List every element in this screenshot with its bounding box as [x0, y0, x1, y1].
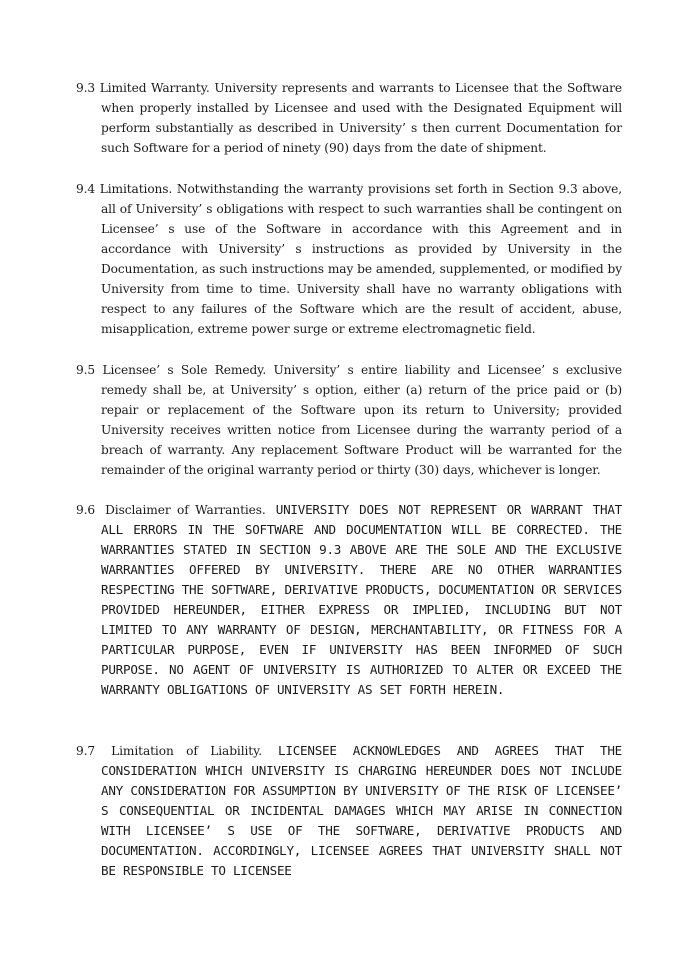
clause-number: 9.7	[76, 744, 96, 758]
clause-heading: Limitations.	[99, 182, 173, 196]
clause-heading: Limitation of Liability.	[111, 744, 263, 758]
clause-number: 9.3	[76, 81, 96, 95]
clause-heading: Licensee’ s Sole Remedy.	[102, 363, 267, 377]
clause-number: 9.4	[76, 182, 96, 196]
clause-9-4	[76, 179, 622, 339]
clause-number: 9.5	[76, 363, 96, 377]
clause-text: UNIVERSITY DOES NOT REPRESENT OR WARRANT THAT ALL ERRORS IN THE SOFTWARE AND DOCUMENTATION WILL BE CORRECTED. THE WARRANTIES STATED IN SECTION 9.3 ABOVE ARE THE SOLE AND THE EXCLUSIVE WARRANTIES OFFERED BY UNIVERSITY. THERE ARE NO OTHER WARRANTIES RESPECTING THE SOFTWARE, DERIVATIVE PRODUCTS, DOCUMENTATION OR SERVICES PROVIDED HEREUNDER, EITHER EXPRESS OR IMPLIED, INCLUDING BUT NOT LIMITED TO ANY WARRANTY OF DESIGN, MERCHANTABILITY, OR FITNESS FOR A PARTICULAR PURPOSE, EVEN IF UNIVERSITY HAS BEEN INFORMED OF SUCH PURPOSE. NO AGENT OF UNIVERSITY IS AUTHORIZED TO ALTER OR EXCEED THE WARRANTY OBLIGATIONS OF UNIVERSITY AS SET FORTH HEREIN.	[101, 502, 622, 697]
clause-9-6	[76, 500, 622, 700]
clause-text: Notwithstanding the warranty provisions set forth in Section 9.3 above, all of University’ s obligations with respect to such warranties shall be contingent on Licensee’ s use of the Software in accordance with this Agreement and in accordance with University’ s instructions as provided by University in the Documentation, as such instructions may be amended, supplemented, or modified by University from time to time. University shall have no warranty obligations with respect to any failures of the Software which are the result of accident, abuse, misapplication, extreme power surge or extreme electromagnetic field.	[101, 182, 623, 336]
clause-heading: Limited Warranty.	[99, 81, 210, 95]
clause-9-5	[76, 360, 622, 480]
clause-text: University represents and warrants to Licensee that the Software when properly installed by Licensee and used with the Designated Equipment will perform substantially as described in University’ s then current Documentation for such Software for a period of ninety (90) days from the date of shipment.	[101, 81, 622, 155]
clause-text: University’ s entire liability and Licensee’ s exclusive remedy shall be, at University’ s option, either (a) return of the price paid or (b) repair or replacement of the Software upon its return to University; provided University receives written notice from Licensee during the warranty period of a breach of warranty. Any replacement Software Product will be warranted for the remainder of the original warranty period or thirty (30) days, whichever is longer.	[101, 363, 623, 477]
clause-number: 9.6	[76, 503, 96, 517]
clause-9-7	[76, 741, 622, 881]
clause-9-3	[76, 78, 622, 158]
clause-text: LICENSEE ACKNOWLEDGES AND AGREES THAT THE CONSIDERATION WHICH UNIVERSITY IS CHARGING HEREUNDER DOES NOT INCLUDE ANY CONSIDERATION FOR ASSUMPTION BY UNIVERSITY OF THE RISK OF LICENSEE’ S CONSEQUENTIAL OR INCIDENTAL DAMAGES WHICH MAY ARISE IN CONNECTION WITH LICENSEE’ S USE OF THE SOFTWARE, DERIVATIVE PRODUCTS AND DOCUMENTATION. ACCORDINGLY, LICENSEE AGREES THAT UNIVERSITY SHALL NOT BE RESPONSIBLE TO LICENSEE	[101, 743, 623, 878]
clause-heading: Disclaimer of Warranties.	[105, 503, 266, 517]
